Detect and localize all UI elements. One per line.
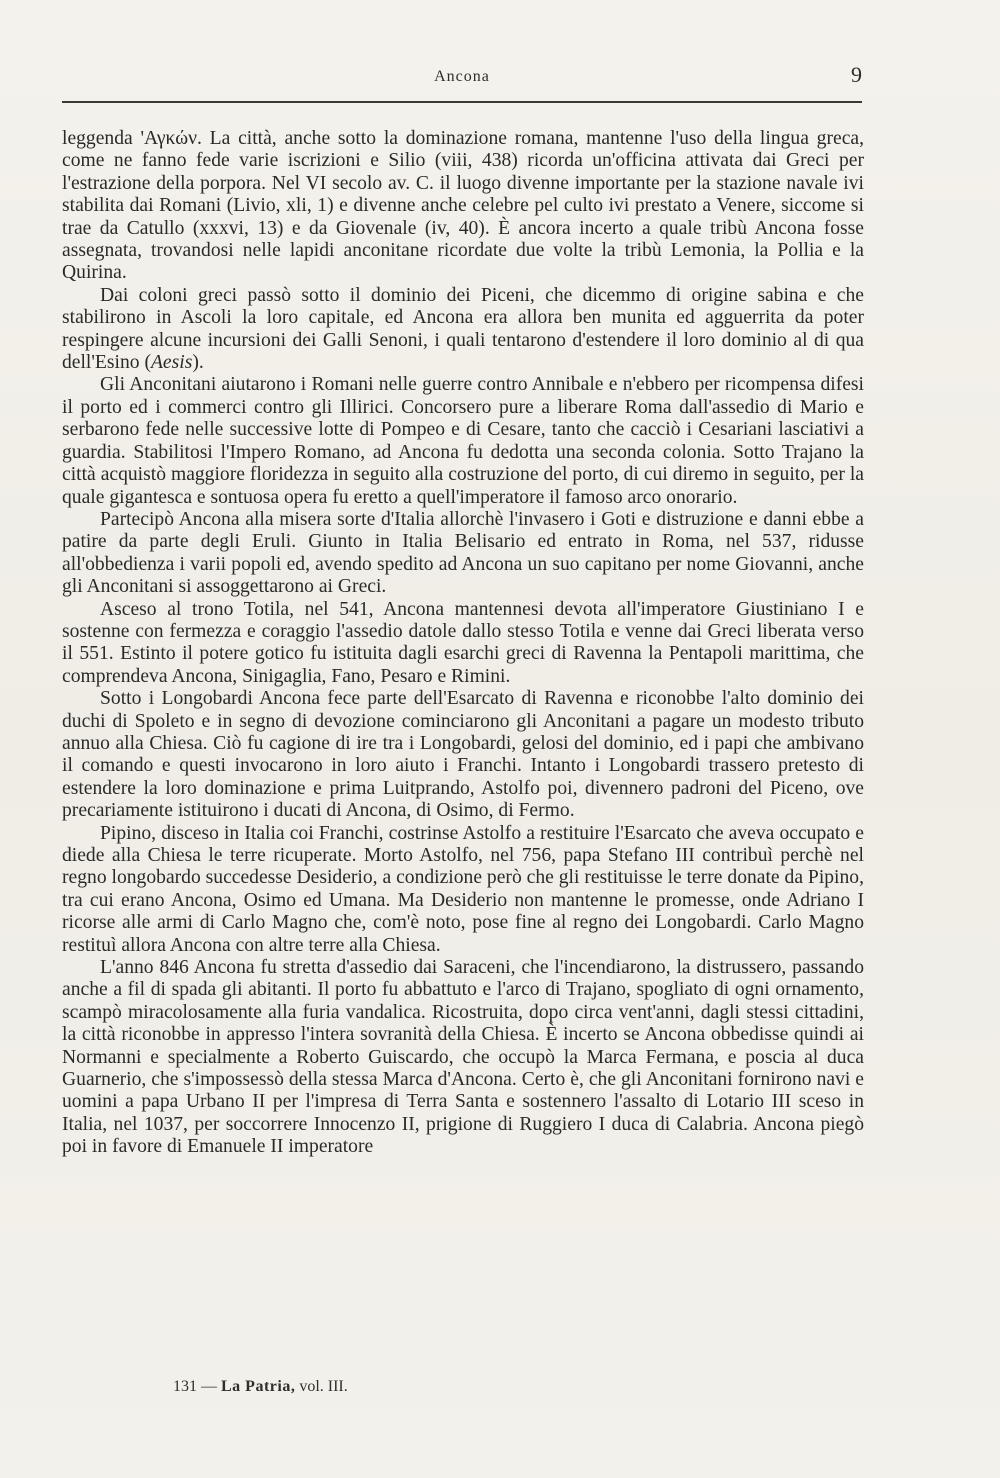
page-number: 9: [851, 62, 862, 87]
header-rule: [62, 101, 862, 103]
paragraph-2-text-after: ).: [192, 352, 204, 374]
paragraph-2-italic: Aesis: [150, 352, 193, 374]
paragraph-1: leggenda 'Αγκών. La città, anche sotto la dominazione romana, mantenne l'uso della lingua greca, come ne fanno fede varie iscrizioni e Silio (viii, 438) ricorda un'officina attivata dai Greci per l'estrazione della porpora. Nel VI secolo av. C. il luogo divenne importante per la stazione navale ivi stabilita dai Romani (Livio, xli, 1) e divenne anche celebre pel culto ivi prestato a Venere, siccome si trae da Catullo (xxxvi, 13) e da Giovenale (iv, 40). È ancora incerto a quale tribù Ancona fosse assegnata, trovandosi nelle lapidi anconitane ricordate due volte la tribù Lemonia, la Pollia e la Quirina.: [62, 128, 864, 284]
paragraph-5: Asceso al trono Totila, nel 541, Ancona mantennesi devota all'imperatore Giustiniano I e sostenne con fermezza e coraggio l'assedio datole dallo stesso Totila e venne dai Greci liberata verso il 551. Estinto il potere gotico fu istituita dagli esarchi greci di Ravenna la Pentapoli marittima, che comprendeva Ancona, Sinigaglia, Fano, Pesaro e Rimini.: [62, 598, 864, 687]
paragraph-7: Pipino, disceso in Italia coi Franchi, costrinse Astolfo a restituire l'Esarcato che aveva occupato e diede alla Chiesa le terre ricuperate. Morto Astolfo, nel 756, papa Stefano III contribuì perchè nel regno longobardo succedesse Desiderio, a condizione però che gli restituisse le terre donate da Pipino, tra cui erano Ancona, Osimo ed Umana. Ma Desiderio non mantenne le promesse, onde Adriano I ricorse alle armi di Carlo Magno che, com'è noto, pose fine al regno dei Longobardi. Carlo Magno restituì allora Ancona con altre terre alla Chiesa.: [62, 822, 864, 956]
body-text: [62, 128, 864, 1159]
paragraph-2-text-before: Dai coloni greci passò sotto il dominio dei Piceni, che dicemmo di origine sabina e che stabilirono in Ascoli la loro capitale, ed Ancona era allora ben munita ed agguerrita da poter respingere alcune incursioni dei Galli Senoni, i quali tentarono d'estendere il loro dominio al di qua dell'Esino (: [62, 284, 864, 374]
paragraph-3: Gli Anconitani aiutarono i Romani nelle guerre contro Annibale e n'ebbero per ricompensa difesi il porto ed i commerci contro gli Illirici. Concorsero pure a liberare Roma dall'assedio di Mario e serbarono fede nelle successive lotte di Pompeo e di Cesare, tanto che cacciò i Cesariani lasciativi a guardia. Stabilitosi l'Impero Romano, ad Ancona fu dedotta una seconda colonia. Sotto Trajano la città acquistò maggiore floridezza in seguito alla costruzione del porto, di cui diremo in seguito, per la quale gigantesca e sontuosa opera fu eretto a quell'imperatore il famoso arco onorario.: [62, 374, 864, 508]
paragraph-6: Sotto i Longobardi Ancona fece parte dell'Esarcato di Ravenna e riconobbe l'alto dominio dei duchi di Spoleto e in segno di devozione cominciarono gli Anconitani a pagare un modesto tributo annuo alla Chiesa. Ciò fu cagione di ire tra i Longobardi, gelosi del dominio, ed i papi che ambivano il comando e questi invocarono in loro aiuto i Franchi. Intanto i Longobardi trassero pretesto di estendere la loro dominazione e prima Luitprando, Astolfo poi, divennero padroni del Piceno, ove precariamente istituirono i ducati di Ancona, di Osimo, di Fermo.: [62, 688, 864, 822]
paragraph-8: L'anno 846 Ancona fu stretta d'assedio dai Saraceni, che l'incendiarono, la distrussero, passando anche a fil di spada gli abitanti. Il porto fu abbattuto e l'arco di Trajano, spogliato di ogni ornamento, scampò miracolosamente alla furia vandalica. Ricostruita, dopo circa vent'anni, dagli stessi cittadini, la città riconobbe in appresso l'intera sovranità della Chiesa. È incerto se Ancona obbedisse quindi ai Normanni e specialmente a Roberto Guiscardo, che occupò la Marca Fermana, e poscia al duca Guarnerio, che s'impossessò della stessa Marca d'Ancona. Certo è, che gli Anconitani fornirono navi e uomini a papa Urbano II per l'impresa di Terra Santa e sostennero l'assalto di Lotario III sceso in Italia, nel 1037, per soccorrere Innocenzo II, prigione di Ruggiero I duca di Calabria. Ancona piegò poi in favore di Emanuele II imperatore: [62, 957, 864, 1158]
paragraph-4: Partecipò Ancona alla misera sorte d'Italia allorchè l'invasero i Goti e distruzione e danni ebbe a patire da parte degli Eruli. Giunto in Italia Belisario ed entrato in Roma, nel 537, ridusse all'obbedienza i varii popoli ed, avendo spedito ad Ancona un suo capitano per nome Giovanni, anche gli Anconitani si assoggettarono ai Greci.: [62, 508, 864, 598]
page-footer: [173, 1378, 348, 1396]
paragraph-2: [62, 285, 864, 375]
footer-signature: 131 —: [173, 1378, 217, 1395]
footer-volume: vol. III.: [299, 1378, 348, 1395]
footer-journal: La Patria,: [221, 1378, 296, 1395]
page-header: [62, 58, 862, 98]
running-head: Ancona: [434, 68, 490, 85]
